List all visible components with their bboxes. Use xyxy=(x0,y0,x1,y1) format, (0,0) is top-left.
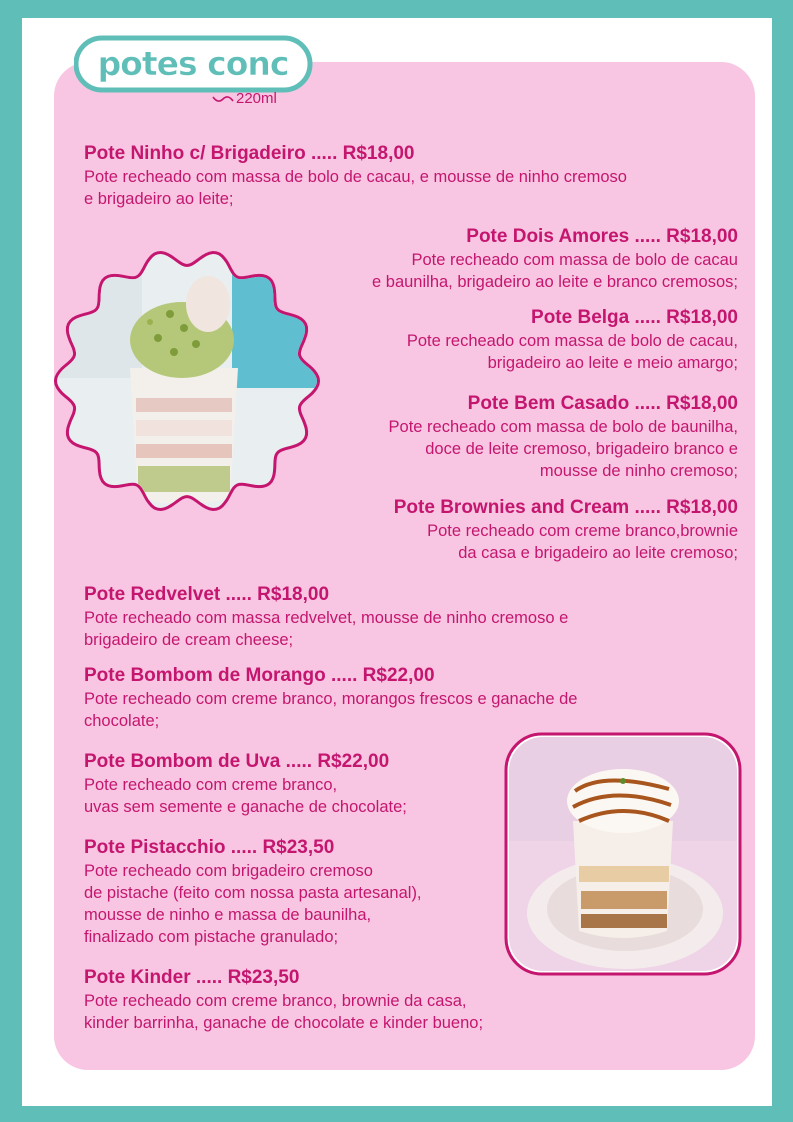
menu-item-brownies-cream xyxy=(394,496,738,564)
menu-item-dois-amores xyxy=(372,225,738,293)
menu-item-kinder xyxy=(84,966,483,1034)
item-title: Pote Pistacchio ..... R$23,50 xyxy=(84,837,335,858)
potes-conc-logo xyxy=(74,34,314,94)
item-title: Pote Dois Amores ..... R$18,00 xyxy=(466,226,738,247)
wave-icon xyxy=(212,94,234,104)
item-description: Pote recheado com brigadeiro cremoso de pistache (feito com nossa pasta artesanal), mousse de ninho e massa de baunilha, finalizado com pistache granulado; xyxy=(84,862,422,946)
item-description: Pote recheado com massa de bolo de baunilha, doce de leite cremoso, brigadeiro branco e mousse de ninho cremoso; xyxy=(388,418,738,480)
item-title: Pote Kinder ..... R$23,50 xyxy=(84,967,300,988)
item-description: Pote recheado com creme branco,brownie da casa e brigadeiro ao leite cremoso; xyxy=(427,522,738,562)
menu-item-bombom-uva xyxy=(84,750,407,818)
item-title: Pote Bem Casado ..... R$18,00 xyxy=(467,393,738,414)
pistachio-pot-photo xyxy=(52,248,322,514)
menu-item-redvelvet xyxy=(84,583,568,651)
menu-item-ninho-brigadeiro xyxy=(84,142,627,210)
item-title: Pote Belga ..... R$18,00 xyxy=(531,307,738,328)
item-description: Pote recheado com creme branco, uvas sem semente e ganache de chocolate; xyxy=(84,776,407,816)
item-description: Pote recheado com massa de bolo de cacau e baunilha, brigadeiro ao leite e branco cremosos; xyxy=(372,251,738,291)
item-description: Pote recheado com creme branco, brownie da casa, kinder barrinha, ganache de chocolate e kinder bueno; xyxy=(84,992,484,1032)
dessert-pot-photo xyxy=(503,731,743,977)
item-title: Pote Bombom de Morango ..... R$22,00 xyxy=(84,665,435,686)
menu-item-bombom-morango xyxy=(84,664,577,732)
menu-item-pistacchio xyxy=(84,836,422,948)
item-description: Pote recheado com massa de bolo de cacau, e mousse de ninho cremoso e brigadeiro ao leite; xyxy=(84,168,627,208)
item-title: Pote Bombom de Uva ..... R$22,00 xyxy=(84,751,390,772)
item-description: Pote recheado com massa de bolo de cacau, brigadeiro ao leite e meio amargo; xyxy=(406,332,738,372)
menu-item-belga xyxy=(407,306,738,374)
item-description: Pote recheado com creme branco, morangos frescos e ganache de chocolate; xyxy=(84,690,578,730)
menu-item-bem-casado xyxy=(389,392,738,482)
svg-text:potes conc: potes conc xyxy=(97,44,289,83)
size-label: 220ml xyxy=(212,90,277,107)
item-title: Pote Ninho c/ Brigadeiro ..... R$18,00 xyxy=(84,143,415,164)
item-description: Pote recheado com massa redvelvet, mousse de ninho cremoso e brigadeiro de cream cheese; xyxy=(84,609,569,649)
item-title: Pote Brownies and Cream ..... R$18,00 xyxy=(393,497,738,518)
item-title: Pote Redvelvet ..... R$18,00 xyxy=(84,584,330,605)
